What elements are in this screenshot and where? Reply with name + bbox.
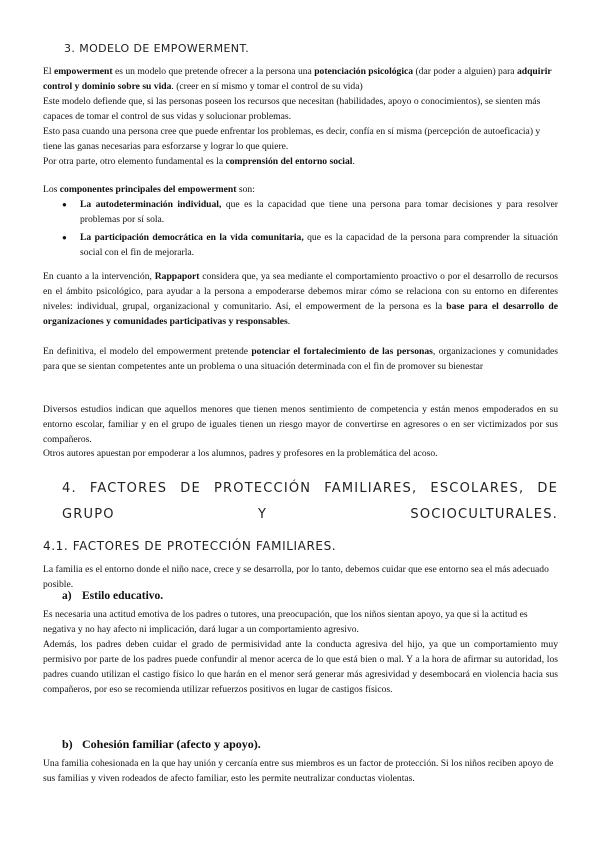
list-item: ● La participación democrática en la vida comunitaria, que es la capacidad de la persona para comprender la situación social con el fin de mejorarla. — [62, 230, 558, 260]
paragraph-social-environment: Por otra parte, otro elemento fundamental es la comprensión del entorno social. — [43, 156, 355, 167]
section-4-heading: 4. FACTORES DE PROTECCIÓN FAMILIARES, ESCOLARES, DE GRUPO Y SOCIOCULTURALES. — [62, 481, 558, 522]
paragraph-other-authors: Otros autores apuestan por empoderar a los alumnos, padres y profesores en la problemática del acoso. — [43, 448, 438, 459]
list-item: ● La autodeterminación individual, que es la capacidad que tiene una persona para tomar decisiones y para resolver problemas por sí sola. — [62, 197, 558, 227]
paragraph-self-efficacy: Esto pasa cuando una persona cree que puede enfrentar los problemas, es decir, confía en sí misma (percepción de autoeficacia) y tiene las ganas necesarias para esforzarse y lograr lo que quiere. — [43, 126, 541, 152]
paragraph-empowerment-definition: El empowerment es un modelo que pretende ofrecer a la persona una potenciación psicológica (dar poder a alguien) para adquirir control y dominio sobre su vida. (creer en sí mismo y tomar el control de su vida) — [43, 66, 552, 92]
paragraph-permissiveness: Además, los padres deben cuidar el grado de permisividad ante la conducta agresiva del hijo, ya que un comportamiento muy permisivo por parte de los padres puede confundir al menor acerca de lo que está bien o mal. Y a la hora de afirmar su autoridad, los padres cuando utilizan el castigo físico lo que harán en el menor será generar más agresividad y desembocará en violencia hacia sus compañeros, por eso se recomienda utilizar refuerzos positivos en lugar de castigos físicos. — [43, 639, 558, 695]
subheading-family-cohesion: b) Cohesión familiar (afecto y apoyo). — [62, 737, 261, 751]
paragraph-family-intro: La familia es el entorno donde el niño nace, crece y se desarrolla, por lo tanto, debemos cuidar que ese entorno sea el más adecuado posible. — [43, 564, 549, 590]
paragraph-emotive-attitude: Es necesaria una actitud emotiva de los padres o tutores, una preocupación, que los niños sientan apoyo, ya que si la actitud es negativa y no hay afecto ni implicación, dará lugar a un comportamiento agresivo. — [43, 609, 528, 635]
paragraph-components-intro: Los componentes principales del empowerment son: — [43, 184, 255, 195]
paragraph-model-defends: Este modelo defiende que, si las personas poseen los recursos que necesitan (habilidades, apoyo o conocimientos), se sienten más capaces de tomar el control de sus vidas y solucionar problemas. — [43, 96, 541, 122]
paragraph-in-summary: En definitiva, el modelo del empowerment pretende potenciar el fortalecimiento de las personas, organizaciones y comunidades para que se sientan competentes ante un problema o una situación determinada con el fin de promover su bienestar — [43, 346, 559, 372]
paragraph-rappaport: En cuanto a la intervención, Rappaport considera que, ya sea mediante el comportamiento proactivo o por el desarrollo de recursos en el ámbito psicológico, para ayudar a la persona a empoderarse debemos mirar cómo se relaciona con su entorno en diferentes niveles: individual, grupal, organizacional y comunitario. Así, el empowerment de la persona es la base para el desarrollo de organizaciones y comunidades participativas y responsables. — [43, 271, 558, 327]
components-list — [62, 197, 558, 263]
paragraph-cohesive-family: Una familia cohesionada en la que hay unión y cercanía entre sus miembros es un factor de protección. Si los niños reciben apoyo de sus familias y viven rodeados de afecto familiar, esto les permite neutralizar conductas violentas. — [43, 758, 554, 784]
section-4-1-heading: 4.1. FACTORES DE PROTECCIÓN FAMILIARES. — [43, 539, 337, 553]
subheading-educational-style: a) Estilo educativo. — [62, 590, 164, 602]
paragraph-studies: Diversos estudios indican que aquellos menores que tienen menos sentimiento de competencia y están menos empoderados en su entorno escolar, familiar y en el grupo de iguales tienen un riesgo mayor de convertirse en agresores o en ser victimizados por sus compañeros. — [43, 404, 558, 445]
section-3-heading: 3. MODELO DE EMPOWERMENT. — [64, 42, 250, 55]
